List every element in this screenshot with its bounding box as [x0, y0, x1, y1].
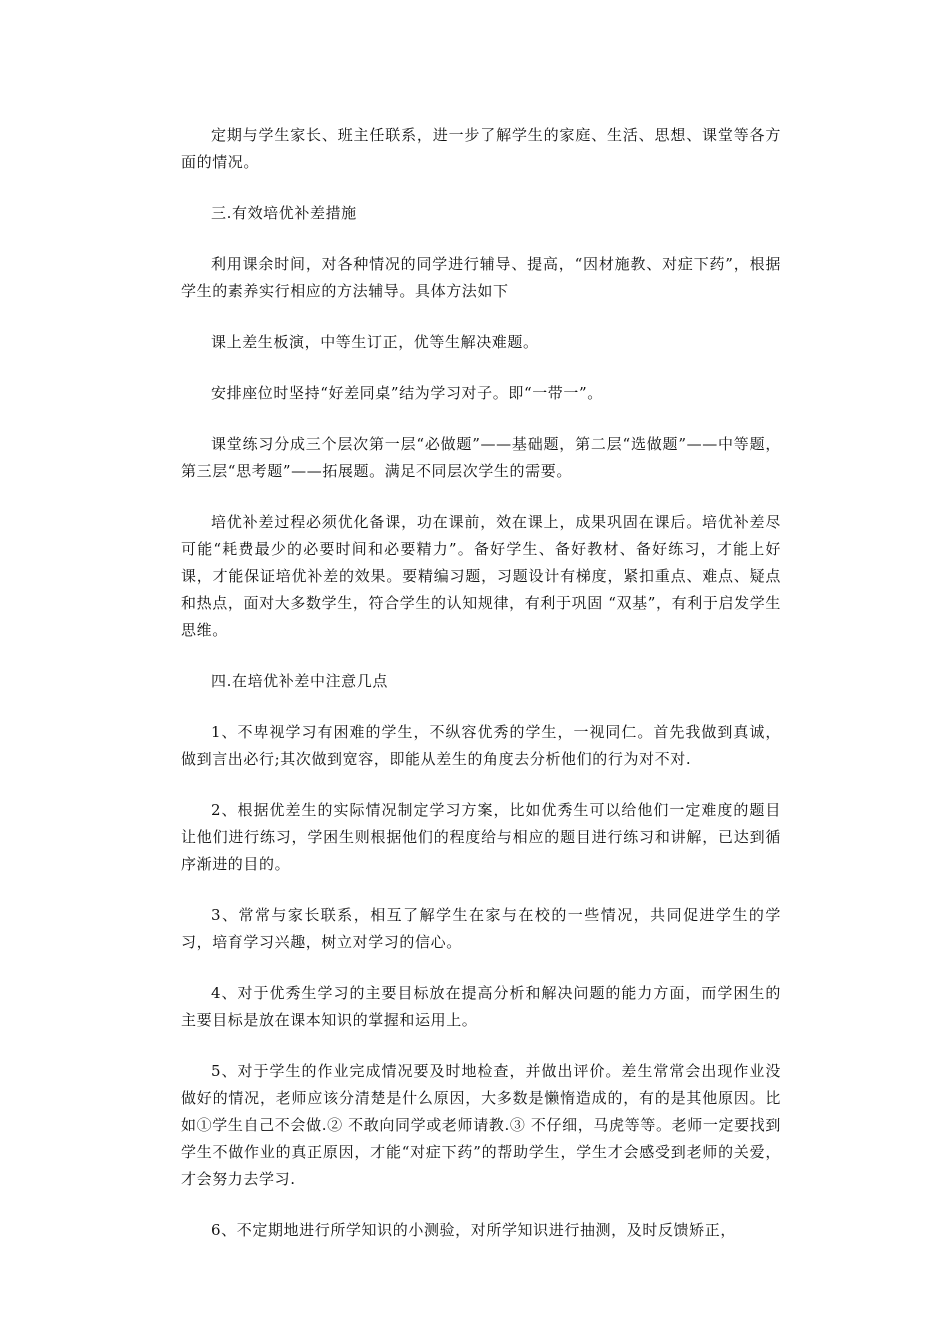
paragraph-note-3: 3、常常与家长联系，相互了解学生在家与在校的一些情况，共同促进学生的学习，培育学习兴趣，树立对学习的信心。 [181, 906, 781, 951]
section-heading-measures: 三.有效培优补差措施 [211, 204, 357, 222]
paragraph-exercise-levels: 课堂练习分成三个层次第一层“必做题”——基础题，第二层“选做题”——中等题，第三层“思考题”——拓展题。满足不同层次学生的需要。 [181, 435, 781, 480]
paragraph-note-4: 4、对于优秀生学习的主要目标放在提高分析和解决问题的能力方面，而学困生的主要目标是放在课本知识的掌握和运用上。 [181, 984, 781, 1029]
paragraph-note-1: 1、不卑视学习有困难的学生，不纵容优秀的学生，一视同仁。首先我做到真诚，做到言出必行;其次做到宽容，即能从差生的角度去分析他们的行为对不对. [181, 723, 781, 768]
paragraph-contact-parents: 定期与学生家长、班主任联系，进一步了解学生的家庭、生活、思想、课堂等各方面的情况。 [181, 126, 781, 171]
paragraph-tutoring: 利用课余时间，对各种情况的同学进行辅导、提高，“因材施教、对症下药”，根据学生的素养实行相应的方法辅导。具体方法如下 [181, 255, 781, 300]
paragraph-note-6: 6、不定期地进行所学知识的小测验，对所学知识进行抽测，及时反馈矫正， [211, 1221, 736, 1239]
section-heading-notes: 四.在培优补差中注意几点 [211, 672, 388, 690]
document-page [181, 122, 781, 1268]
paragraph-note-5: 5、对于学生的作业完成情况要及时地检查，并做出评价。差生常常会出现作业没做好的情况，老师应该分清楚是什么原因，大多数是懒惰造成的，有的是其他原因。比如①学生自己不会做.② 不敢向同学或老师请教.③ 不仔细，马虎等等。老师一定要找到学生不做作业的真正原因，才能“对症下药”的帮助学生，学生才会感受到老师的关爱，才会努力去学习. [181, 1062, 781, 1188]
paragraph-lesson-prep: 培优补差过程必须优化备课，功在课前，效在课上，成果巩固在课后。培优补差尽可能“耗费最少的必要时间和必要精力”。备好学生、备好教材、备好练习，才能上好课，才能保证培优补差的效果。要精编习题，习题设计有梯度，紧扣重点、难点、疑点和热点，面对大多数学生，符合学生的认知规律，有利于巩固 “双基”，有利于启发学生思维。 [181, 513, 781, 639]
paragraph-board-practice: 课上差生板演，中等生订正，优等生解决难题。 [211, 333, 539, 351]
paragraph-seating: 安排座位时坚持“好差同桌”结为学习对子。即“一带一”。 [211, 384, 603, 402]
paragraph-note-2: 2、根据优差生的实际情况制定学习方案，比如优秀生可以给他们一定难度的题目让他们进行练习，学困生则根据他们的程度给与相应的题目进行练习和讲解，已达到循序渐进的目的。 [181, 801, 781, 873]
